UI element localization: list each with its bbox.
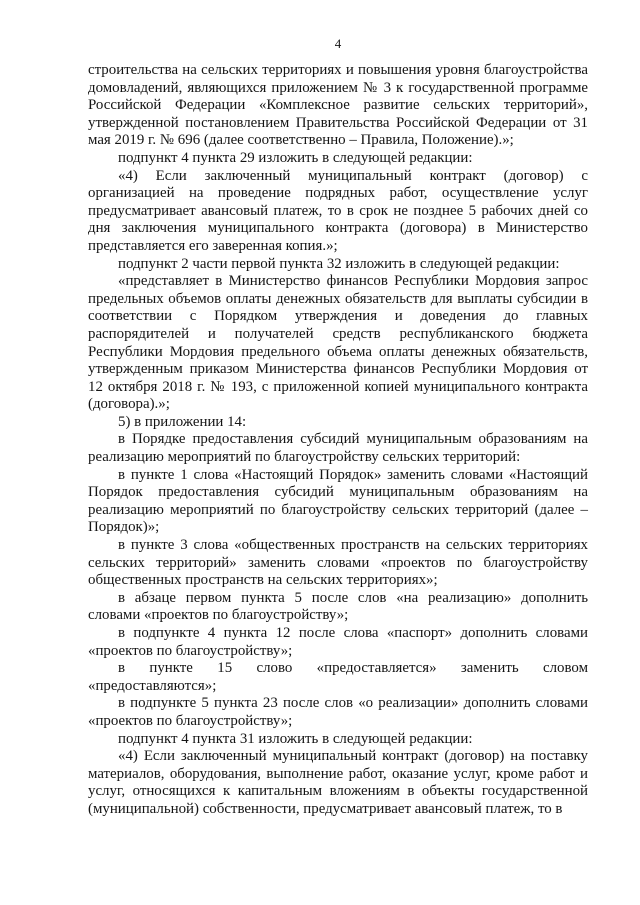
paragraph: строительства на сельских территориях и повышения уровня благоустройства домовладений, являющихся приложением № 3 к государственной программе Российской Федерации «Комплексное развитие сельских территорий», утвержденной постановлением Правительства Российской Федерации от 31 мая 2019 г. № 696 (далее соответственно – Правила, Положение).»; xyxy=(88,62,588,149)
paragraph: в пункте 3 слова «общественных пространств на сельских территориях сельских территорий» заменить словами «проектов по благоустройству общественных пространств на сельских территориях»; xyxy=(88,537,588,589)
document-body xyxy=(88,62,588,819)
page-number: 4 xyxy=(334,36,342,51)
paragraph: подпункт 4 пункта 29 изложить в следующей редакции: xyxy=(118,149,473,166)
paragraph: в подпункте 5 пункта 23 после слов «о реализации» дополнить словами «проектов по благоустройству»; xyxy=(88,695,588,729)
paragraph: в подпункте 4 пункта 12 после слова «паспорт» дополнить словами «проектов по благоустройству»; xyxy=(88,625,588,659)
paragraph: подпункт 4 пункта 31 изложить в следующей редакции: xyxy=(118,730,473,747)
paragraph: в пункте 15 слово «предоставляется» заменить словом «предоставляются»; xyxy=(88,660,588,694)
paragraph: «4) Если заключенный муниципальный контракт (договор) на поставку материалов, оборудования, выполнение работ, оказание услуг, кроме работ и услуг, относящихся к капитальным вложениям в объекты государственной (муниципальной) собственности, предусматривает авансовый платеж, то в xyxy=(88,748,588,817)
paragraph: в пункте 1 слова «Настоящий Порядок» заменить словами «Настоящий Порядок предоставления субсидий муниципальным образованиям на реализацию мероприятий по благоустройству сельских территорий (далее – Порядок)»; xyxy=(88,466,588,536)
paragraph: в абзаце первом пункта 5 после слов «на реализацию» дополнить словами «проектов по благоустройству»; xyxy=(88,589,588,624)
paragraph: подпункт 2 части первой пункта 32 изложить в следующей редакции: xyxy=(118,255,560,272)
paragraph: в Порядке предоставления субсидий муниципальным образованиям на реализацию мероприятий по благоустройству сельских территорий: xyxy=(88,431,588,466)
paragraph: «представляет в Министерство финансов Республики Мордовия запрос предельных объемов оплаты денежных обязательств для выплаты субсидии в соответствии с Порядком утверждения и доведения до главных распорядителей и получателей средств республиканского бюджета Республики Мордовия предельного объема оплаты денежных обязательств, утвержденным приказом Министерства финансов Республики Мордовия от 12 октября 2018 г. № 193, с приложенной копией муниципального контракта (договора).»; xyxy=(88,273,588,413)
paragraph: «4) Если заключенный муниципальный контракт (договор) с организацией на проведение подрядных работ, осуществление услуг предусматривает авансовый платеж, то в срок не позднее 5 рабочих дней со дня заключения муниципального контракта (договора) в Министерство представляется его заверенная копия.»; xyxy=(88,167,588,254)
paragraph: 5) в приложении 14: xyxy=(118,413,247,430)
